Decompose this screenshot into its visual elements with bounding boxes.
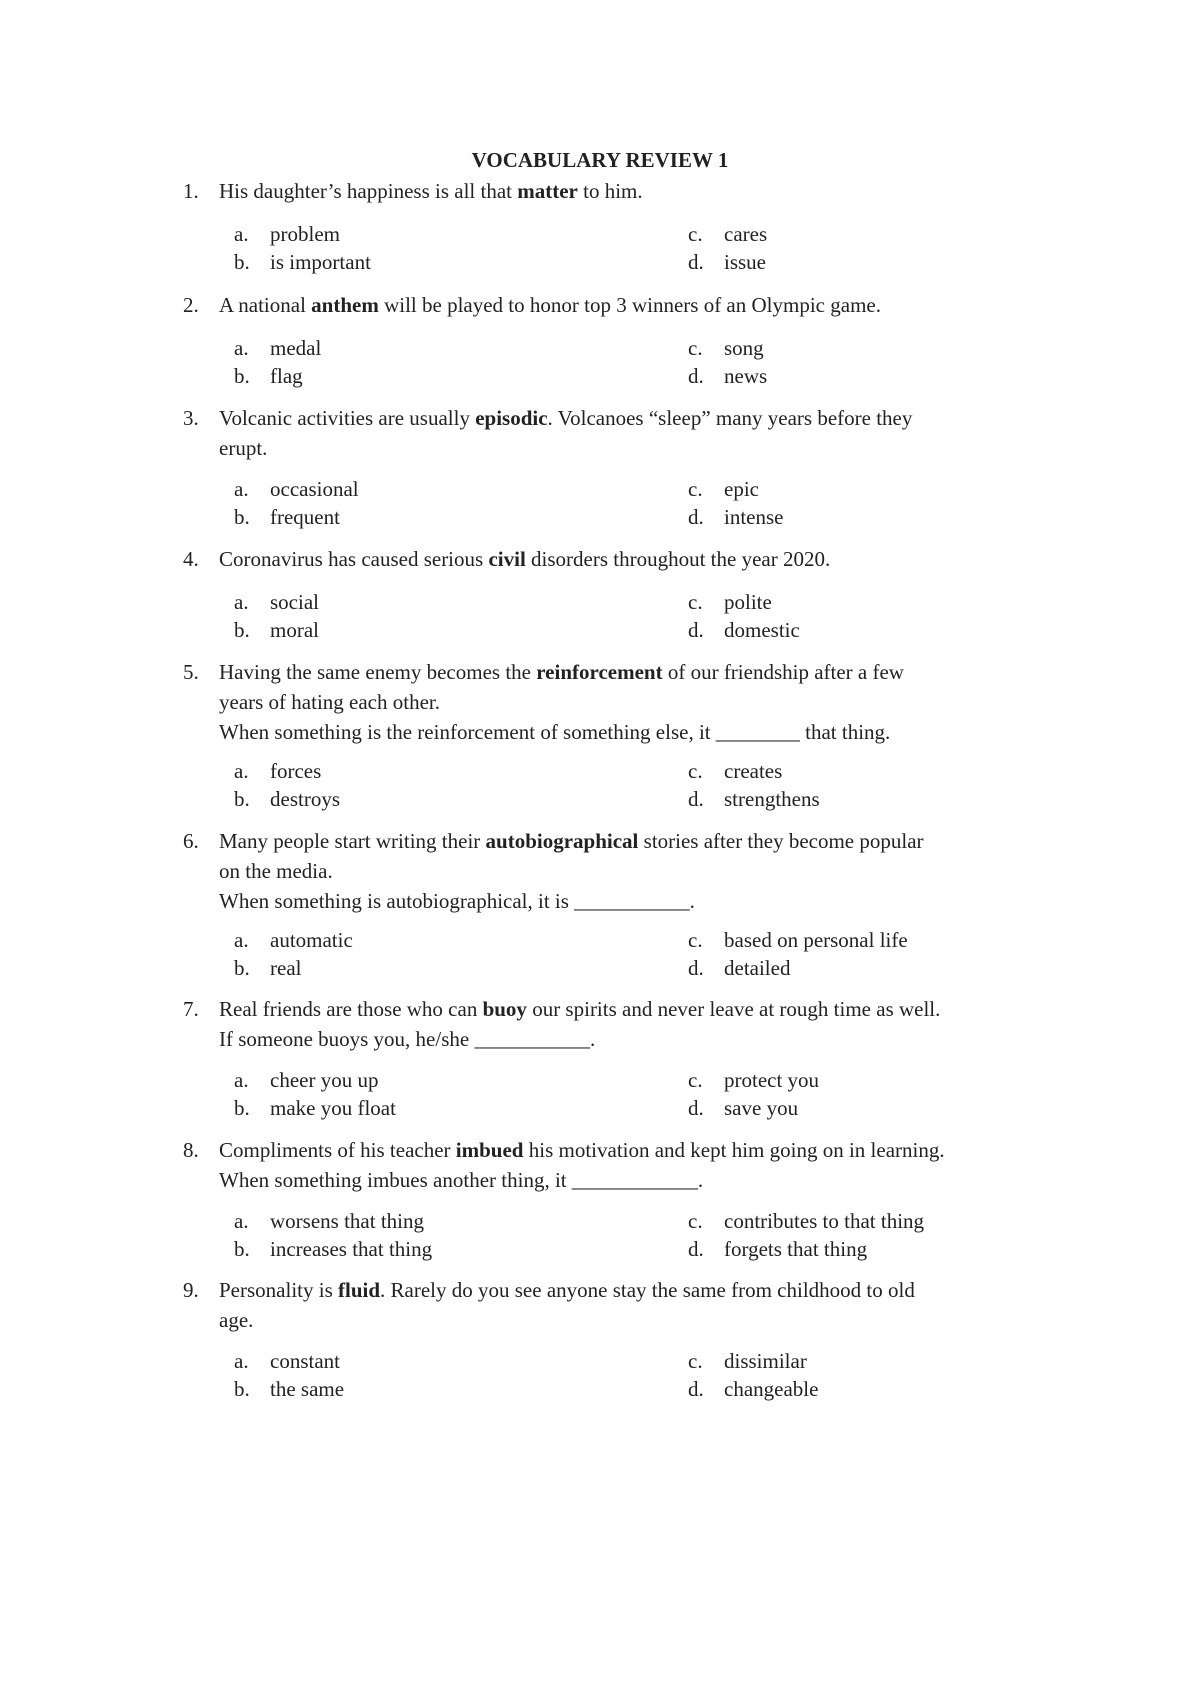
answer-option <box>688 615 800 645</box>
option-letter: d. <box>688 787 704 811</box>
option-letter: a. <box>234 336 249 360</box>
option-text: automatic <box>270 928 353 952</box>
question-number: 5. <box>183 660 199 684</box>
question-number: 7. <box>183 997 199 1021</box>
key-vocabulary-word: anthem <box>311 293 379 317</box>
question-line <box>219 290 1069 320</box>
option-text: worsens that thing <box>270 1209 424 1233</box>
question-number: 9. <box>183 1278 199 1302</box>
question-text-segment: When something is autobiographical, it is ___________. <box>219 889 695 913</box>
question-text-segment: years of hating each other. <box>219 690 440 714</box>
question-text <box>219 826 1069 916</box>
option-letter: a. <box>234 477 249 501</box>
question-text-segment: When something imbues another thing, it ____________. <box>219 1168 704 1192</box>
answer-option <box>688 784 820 814</box>
option-letter: d. <box>688 364 704 388</box>
question-text <box>219 403 1069 463</box>
question-text-segment: on the media. <box>219 859 333 883</box>
option-letter: a. <box>234 1209 249 1233</box>
option-text: frequent <box>270 505 340 529</box>
question-number: 3. <box>183 406 199 430</box>
option-text: issue <box>724 250 766 274</box>
question-text-segment: Real friends are those who can <box>219 997 483 1021</box>
question-text-segment: . Rarely do you see anyone stay the same from childhood to old <box>380 1278 915 1302</box>
answer-option <box>688 1206 924 1236</box>
option-letter: b. <box>234 1377 250 1401</box>
answer-option <box>688 925 908 955</box>
question-line <box>219 176 1069 206</box>
answer-option <box>234 1234 432 1264</box>
question-text-segment: stories after they become popular <box>638 829 924 853</box>
option-text: forgets that thing <box>724 1237 868 1261</box>
option-letter: b. <box>234 787 250 811</box>
key-vocabulary-word: fluid <box>338 1278 381 1302</box>
question-text-segment: . Volcanoes “sleep” many years before they <box>547 406 913 430</box>
option-text: cheer you up <box>270 1068 379 1092</box>
question-text-segment: Many people start writing their <box>219 829 486 853</box>
option-text: cares <box>724 222 768 246</box>
question-text-segment: his motivation and kept him going on in learning. <box>523 1138 945 1162</box>
answer-option <box>234 925 353 955</box>
option-text: make you float <box>270 1096 396 1120</box>
option-letter: c. <box>688 1349 703 1373</box>
question-text-segment: our spirits and never leave at rough time as well. <box>526 997 941 1021</box>
question-text-segment: His daughter’s happiness is all that <box>219 179 518 203</box>
question-text-segment: Compliments of his teacher <box>219 1138 456 1162</box>
question-text <box>219 994 1069 1054</box>
question-text-segment: erupt. <box>219 436 268 460</box>
option-letter: c. <box>688 222 703 246</box>
option-letter: b. <box>234 956 250 980</box>
option-letter: a. <box>234 759 249 783</box>
option-text: flag <box>270 364 303 388</box>
option-letter: c. <box>688 1068 703 1092</box>
option-letter: c. <box>688 928 703 952</box>
question-text-segment: Volcanic activities are usually <box>219 406 476 430</box>
option-letter: d. <box>688 956 704 980</box>
option-text: destroys <box>270 787 340 811</box>
option-text: real <box>270 956 302 980</box>
answer-option <box>688 1374 818 1404</box>
answer-option <box>688 502 783 532</box>
question-line <box>219 826 1069 856</box>
option-text: the same <box>270 1377 345 1401</box>
option-text: contributes to that thing <box>724 1209 925 1233</box>
option-text: news <box>724 364 768 388</box>
answer-option <box>234 502 340 532</box>
option-text: creates <box>724 759 783 783</box>
question-line <box>219 856 1069 886</box>
option-letter: c. <box>688 1209 703 1233</box>
option-text: epic <box>724 477 759 501</box>
option-letter: b. <box>234 505 250 529</box>
answer-option <box>234 219 340 249</box>
answer-option <box>688 1065 819 1095</box>
option-text: based on personal life <box>724 928 908 952</box>
option-letter: d. <box>688 618 704 642</box>
question-text <box>219 176 1069 206</box>
option-letter: c. <box>688 477 703 501</box>
answer-option <box>234 1374 344 1404</box>
option-letter: a. <box>234 1068 249 1092</box>
option-letter: b. <box>234 1096 250 1120</box>
question-number: 8. <box>183 1138 199 1162</box>
question-text-segment: disorders throughout the year 2020. <box>525 547 831 571</box>
option-text: forces <box>270 759 322 783</box>
key-vocabulary-word: imbued <box>455 1138 524 1162</box>
question-line <box>219 1305 1069 1335</box>
page-title: VOCABULARY REVIEW 1 <box>471 148 729 172</box>
option-letter: b. <box>234 250 250 274</box>
option-letter: b. <box>234 364 250 388</box>
answer-option <box>234 953 301 983</box>
option-text: problem <box>270 222 340 246</box>
answer-option <box>234 361 303 391</box>
key-vocabulary-word: reinforcement <box>536 660 663 684</box>
option-letter: d. <box>688 1096 704 1120</box>
option-text: changeable <box>724 1377 819 1401</box>
question-line <box>219 1165 1069 1195</box>
key-vocabulary-word: autobiographical <box>485 829 639 853</box>
option-letter: d. <box>688 505 704 529</box>
question-number: 1. <box>183 179 199 203</box>
question-number: 2. <box>183 293 199 317</box>
question-line <box>219 657 1069 687</box>
question-number: 4. <box>183 547 199 571</box>
question-text <box>219 544 1069 574</box>
answer-option <box>234 756 321 786</box>
option-text: protect you <box>724 1068 820 1092</box>
question-number: 6. <box>183 829 199 853</box>
question-line <box>219 1275 1069 1305</box>
option-text: moral <box>270 618 319 642</box>
answer-option <box>234 474 359 504</box>
option-text: save you <box>724 1096 799 1120</box>
answer-option <box>688 587 772 617</box>
question-text <box>219 1135 1069 1195</box>
option-letter: a. <box>234 222 249 246</box>
option-text: increases that thing <box>270 1237 433 1261</box>
option-letter: b. <box>234 1237 250 1261</box>
question-text-segment: Having the same enemy becomes the <box>219 660 537 684</box>
question-line <box>219 994 1069 1024</box>
question-text <box>219 290 1069 320</box>
question-line <box>219 544 1069 574</box>
question-text-segment: will be played to honor top 3 winners of an Olympic game. <box>378 293 881 317</box>
option-text: detailed <box>724 956 791 980</box>
key-vocabulary-word: buoy <box>482 997 527 1021</box>
option-letter: d. <box>688 1377 704 1401</box>
key-vocabulary-word: matter <box>517 179 578 203</box>
answer-option <box>688 756 782 786</box>
option-letter: c. <box>688 590 703 614</box>
question-text-segment: Personality is <box>219 1278 338 1302</box>
question-text-segment: When something is the reinforcement of something else, it ________ that thing. <box>219 720 891 744</box>
answer-option <box>234 247 371 277</box>
question-text-segment: to him. <box>577 179 643 203</box>
question-line <box>219 886 1069 916</box>
option-text: constant <box>270 1349 340 1373</box>
answer-option <box>688 1234 867 1264</box>
option-text: occasional <box>270 477 359 501</box>
question-text-segment: of our friendship after a few <box>662 660 904 684</box>
answer-option <box>234 1346 340 1376</box>
question-text-segment: If someone buoys you, he/she ___________. <box>219 1027 596 1051</box>
option-text: intense <box>724 505 784 529</box>
answer-option <box>688 474 759 504</box>
option-letter: a. <box>234 590 249 614</box>
question-text <box>219 1275 1069 1335</box>
option-text: dissimilar <box>724 1349 807 1373</box>
answer-option <box>234 784 340 814</box>
key-vocabulary-word: civil <box>488 547 526 571</box>
option-text: social <box>270 590 319 614</box>
answer-option <box>688 1346 807 1376</box>
answer-option <box>688 219 767 249</box>
option-text: domestic <box>724 618 800 642</box>
option-text: song <box>724 336 764 360</box>
answer-option <box>234 1093 396 1123</box>
question-line <box>219 717 1069 747</box>
question-text-segment: Coronavirus has caused serious <box>219 547 489 571</box>
question-text-segment: age. <box>219 1308 254 1332</box>
answer-option <box>688 953 790 983</box>
option-text: polite <box>724 590 772 614</box>
answer-option <box>688 1093 798 1123</box>
question-line <box>219 687 1069 717</box>
option-letter: c. <box>688 336 703 360</box>
question-text-segment: A national <box>219 293 312 317</box>
question-text <box>219 657 1069 747</box>
answer-option <box>234 1065 378 1095</box>
option-letter: a. <box>234 1349 249 1373</box>
option-text: medal <box>270 336 322 360</box>
key-vocabulary-word: episodic <box>475 406 548 430</box>
answer-option <box>234 1206 424 1236</box>
option-letter: c. <box>688 759 703 783</box>
answer-option <box>688 361 767 391</box>
question-line <box>219 433 1069 463</box>
option-letter: b. <box>234 618 250 642</box>
answer-option <box>688 247 766 277</box>
option-text: strengthens <box>724 787 820 811</box>
question-line <box>219 1135 1069 1165</box>
option-text: is important <box>270 250 371 274</box>
answer-option <box>688 333 764 363</box>
answer-option <box>234 615 319 645</box>
answer-option <box>234 333 321 363</box>
question-line <box>219 1024 1069 1054</box>
option-letter: d. <box>688 1237 704 1261</box>
answer-option <box>234 587 319 617</box>
option-letter: d. <box>688 250 704 274</box>
question-line <box>219 403 1069 433</box>
option-letter: a. <box>234 928 249 952</box>
